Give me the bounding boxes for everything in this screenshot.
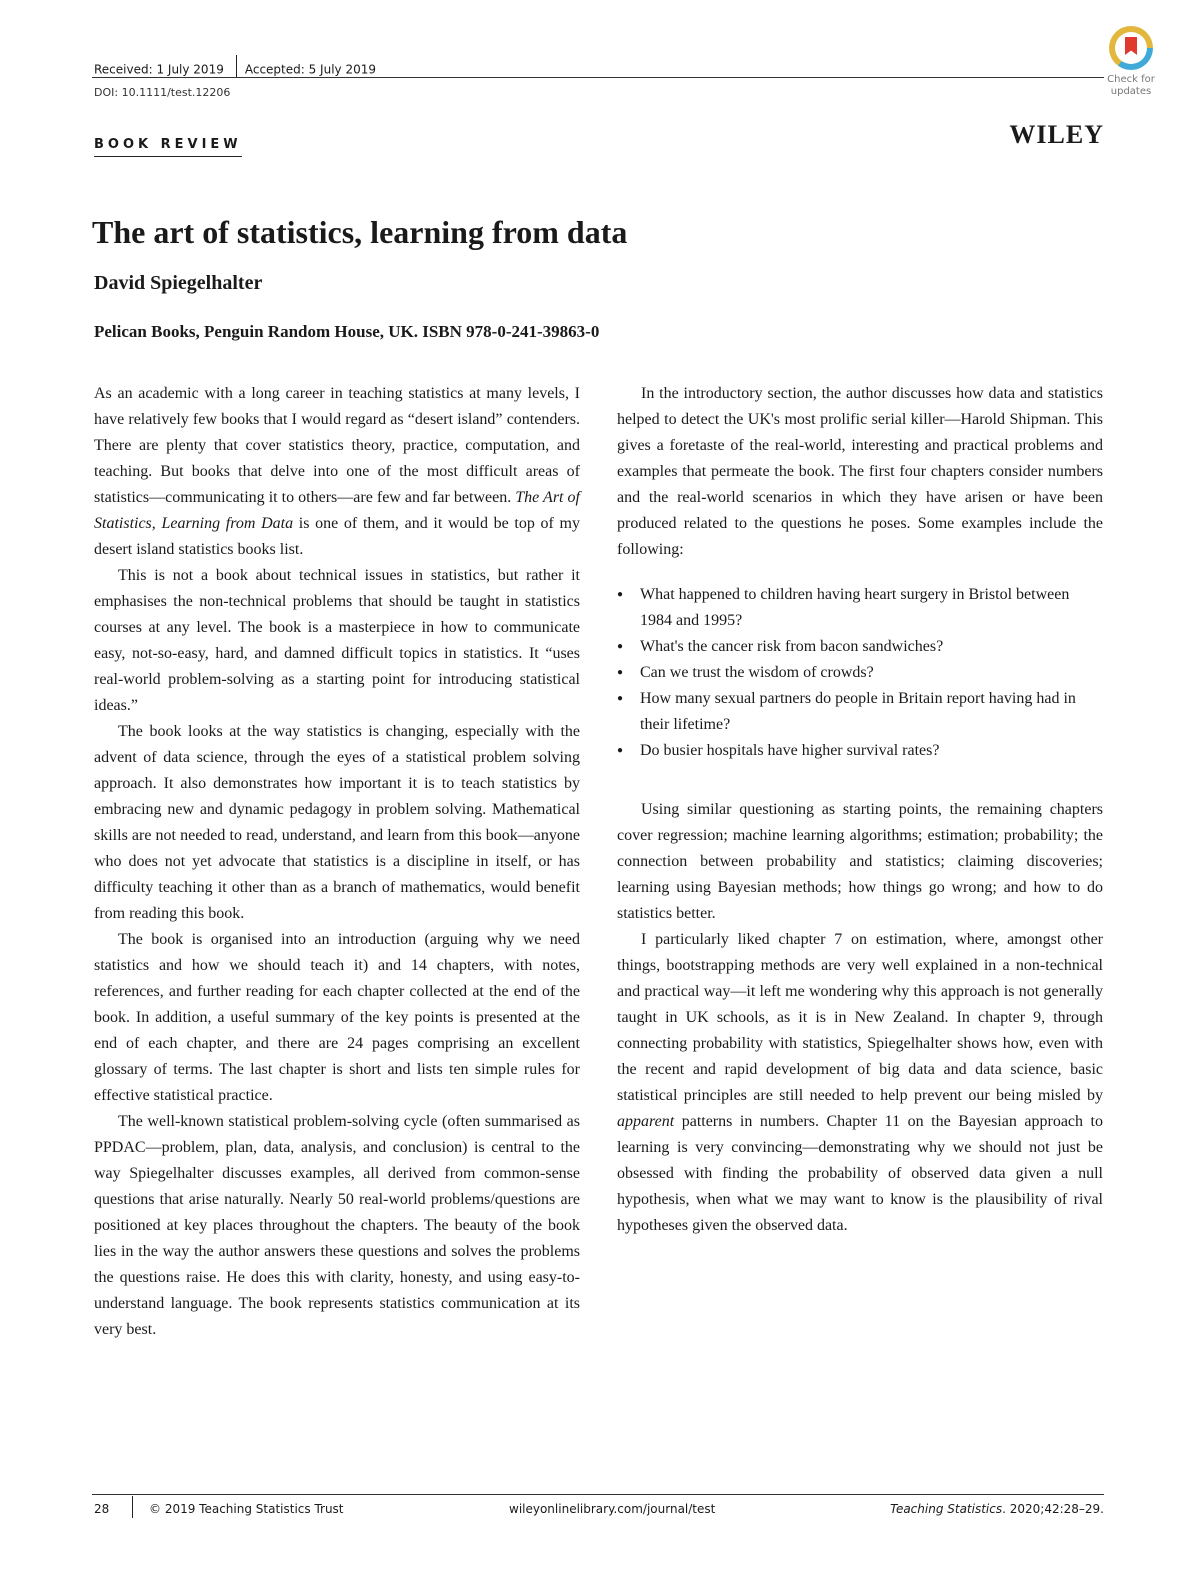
journal-name: Teaching Statistics bbox=[890, 1502, 1003, 1516]
list-item: ● How many sexual partners do people in Britain report having had in their lifetime? bbox=[617, 686, 1103, 738]
paragraph-5: The well-known statistical problem-solving cycle (often summarised as PPDAC—problem, plan, data, analysis, and conclusion) is central to the way Spiegelhalter discusses examples, all derived from common-sense questions that arise naturally. Nearly 50 real-world problems/questions are positioned at key places throughout the chapters. The beauty of the book lies in the way the author answers these questions and solves the problems the questions raise. He does this with clarity, honesty, and using easy-to-understand language. The book represents statistics communication at its very best. bbox=[94, 1113, 580, 1338]
body-column-right bbox=[617, 381, 1103, 1239]
footer-separator bbox=[132, 1496, 133, 1518]
list-item: ● Do busier hospitals have higher survival rates? bbox=[617, 738, 1103, 764]
article-title: The art of statistics, learning from data bbox=[92, 214, 628, 250]
accepted-date: Accepted: 5 July 2019 bbox=[244, 62, 376, 77]
paragraph-text: patterns in numbers. Chapter 11 on the Bayesian approach to learning is very convincing—demonstrating why we should not just be obsessed with finding the probability of observed data given a null hypothesis, when what we may want to know is the plausibility of rival hypotheses given the observed data. bbox=[617, 1113, 1103, 1234]
page-number: 28 bbox=[94, 1502, 110, 1516]
journal-url-link[interactable]: wileyonlinelibrary.com/journal/test bbox=[509, 1502, 716, 1516]
emphasis-italic: apparent bbox=[617, 1113, 675, 1130]
list-item: ● What's the cancer risk from bacon sandwiches? bbox=[617, 634, 1103, 660]
paragraph-2: This is not a book about technical issues in statistics, but rather it emphasises the non-technical problems that should be taught in statistics courses at any level. The book is a masterpiece in how to communicate easy, not-so-easy, hard, and damned difficult topics in statistics. It “uses real-world problem-solving as a starting point for introducing statistical ideas.” bbox=[94, 567, 580, 714]
header-separator bbox=[236, 55, 237, 77]
example-questions-list bbox=[617, 582, 1103, 764]
crossmark-label: Check for updates bbox=[1107, 74, 1155, 97]
author-name: David Spiegelhalter bbox=[94, 272, 263, 294]
paragraph-3: The book looks at the way statistics is changing, especially with the advent of data science, through the eyes of a statistical problem solving approach. It also demonstrates how important it is to teach statistics by embracing new and dynamic pedagogy in problem solving. Mathematical skills are not needed to read, understand, and learn from this book—anyone who does not yet advocate that statistics is a discipline in itself, or has difficulty teaching it other than as a branch of mathematics, would benefit from reading this book. bbox=[94, 723, 580, 922]
doi-link[interactable]: DOI: 10.1111/test.12206 bbox=[94, 86, 231, 99]
paragraph-text: As an academic with a long career in teaching statistics at many levels, I have relatively few books that I would regard as “desert island” contenders. There are plenty that cover statistics theory, practice, computation, and teaching. But books that delve into one of the most difficult areas of statistics—communicating it to others—are few and far between. bbox=[94, 385, 580, 506]
paragraph-8 bbox=[617, 927, 1103, 1239]
paragraph-text: is one of them, and it would be top of my desert island statistics books list. bbox=[94, 515, 580, 558]
book-title-italic: The Art of Statistics, Learning from Data bbox=[94, 489, 580, 532]
paragraph-6: In the introductory section, the author discusses how data and statistics helped to detect the UK's most prolific serial killer—Harold Shipman. This gives a foretaste of the real-world, interesting and practical problems and examples that permeate the book. The first four chapters consider numbers and the real-world scenarios in which they have arisen or have been produced related to the questions he poses. Some examples include the following: bbox=[617, 385, 1103, 558]
received-date: Received: 1 July 2019 bbox=[94, 62, 224, 77]
paragraph-4: The book is organised into an introduction (arguing why we need statistics and how we should teach it) and 14 chapters, with notes, references, and further reading for each chapter collected at the end of the book. In addition, a useful summary of the key points is presented at the end of each chapter, and there are 24 pages comprising an excellent glossary of terms. The last chapter is short and lists ten simple rules for effective statistical practice. bbox=[94, 931, 580, 1104]
paragraph-1 bbox=[94, 381, 580, 563]
crossmark-icon bbox=[1109, 26, 1153, 70]
copyright: © 2019 Teaching Statistics Trust bbox=[149, 1502, 344, 1516]
body-column-left bbox=[94, 381, 580, 1343]
check-for-updates-badge[interactable] bbox=[1098, 26, 1164, 98]
publication-info: Pelican Books, Penguin Random House, UK. ISBN 978-0-241-39863-0 bbox=[94, 322, 600, 341]
list-item: ● Can we trust the wisdom of crowds? bbox=[617, 660, 1103, 686]
list-item: ● What happened to children having heart surgery in Bristol between 1984 and 1995? bbox=[617, 582, 1103, 634]
footer-rule bbox=[92, 1494, 1104, 1495]
paragraph-text: I particularly liked chapter 7 on estimation, where, amongst other things, bootstrapping methods are very well explained in a non-technical and practical way—it left me wondering why this approach is not generally taught in UK schools, as it is in New Zealand. In chapter 9, through connecting probability with statistics, Spiegelhalter shows how, even with the recent and rapid development of big data and data science, basic statistical principles are still needed to help prevent our being misled by bbox=[617, 931, 1103, 1104]
citation bbox=[890, 1502, 1104, 1516]
publisher-logo: WILEY bbox=[1009, 120, 1104, 149]
citation-details: . 2020;42:28–29. bbox=[1002, 1502, 1104, 1516]
paragraph-7: Using similar questioning as starting points, the remaining chapters cover regression; machine learning algorithms; estimation; probability; the connection between probability and statistics; claiming discoveries; learning using Bayesian methods; how things go wrong; and how to do statistics better. bbox=[617, 801, 1103, 922]
header-rule bbox=[92, 77, 1104, 78]
section-label: BOOK REVIEW bbox=[94, 137, 242, 157]
